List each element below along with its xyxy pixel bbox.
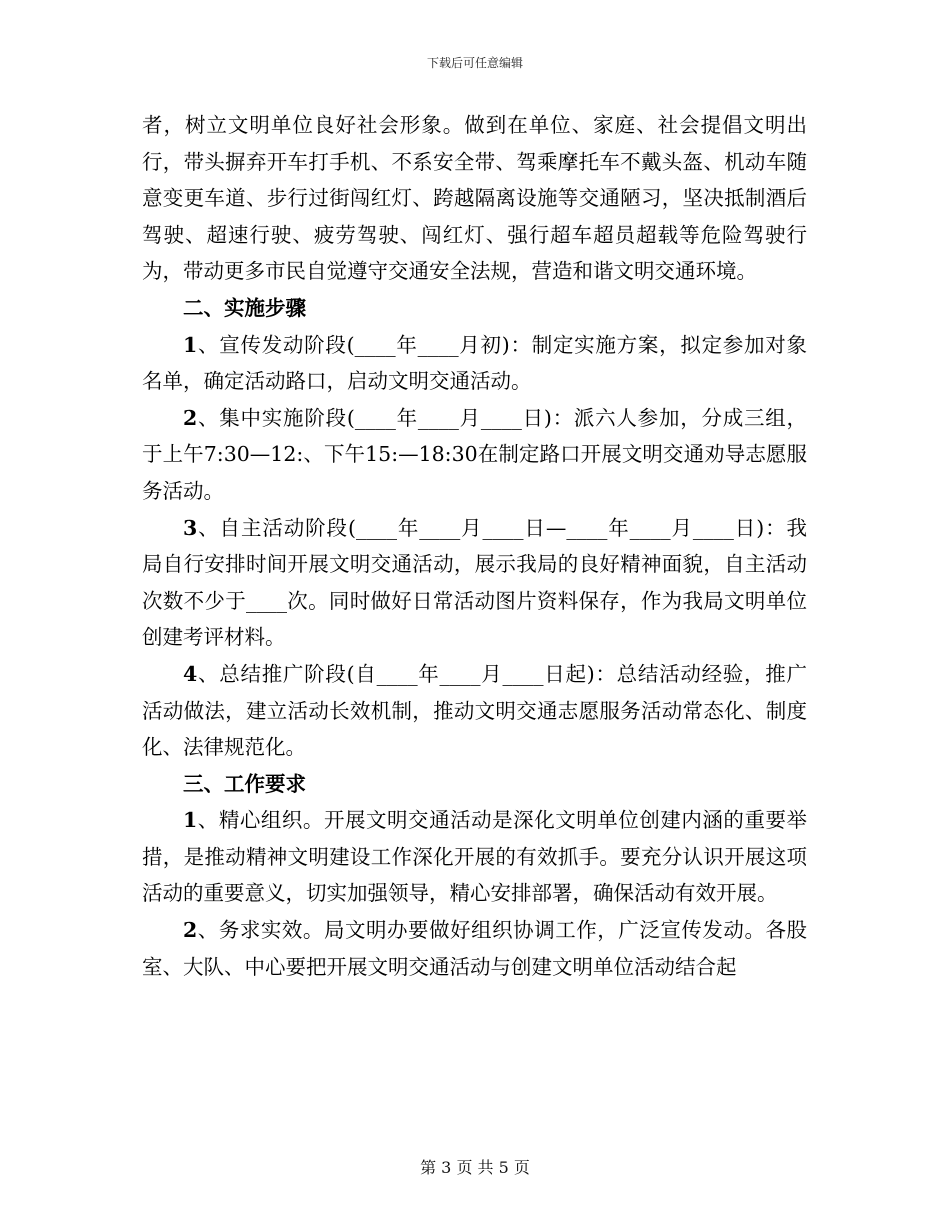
item-text: 、精心组织。开展文明交通活动是深化文明单位创建内涵的重要举措，是推动精神文明建设工作深化开展的有效抓手。要充分认识开展这项活动的重要意义，切实加强领导，精心安排部署，确保活动有效开展。 xyxy=(142,808,807,906)
heading-text: 三、工作要求 xyxy=(183,771,306,796)
page-header: 下载后可任意编辑 xyxy=(426,56,523,70)
item-text: 、宣传发动阶段(____年____月初)：制定实施方案，拟定参加对象名单，确定活动路口，启动文明交通活动。 xyxy=(142,332,807,394)
document-body xyxy=(142,107,807,985)
paragraph-text: 者，树立文明单位良好社会形象。做到在单位、家庭、社会提倡文明出行，带头摒弃开车打手机、不系安全带、驾乘摩托车不戴头盔、机动车随意变更车道、步行过街闯红灯、跨越隔离设施等交通陋习，坚决抵制酒后驾驶、超速行驶、疲劳驾驶、闯红灯、强行超车超员超载等危险驾驶行为，带动更多市民自觉遵守交通安全法规，营造和谐文明交通环境。 xyxy=(142,113,807,284)
item-text: 、集中实施阶段(____年____月____日)：派六人参加，分成三组，于上午7:30—12:、下午15:—18:30在制定路口开展文明交通劝导志愿服务活动。 xyxy=(142,405,807,503)
item-number: 1 xyxy=(183,332,198,357)
item-number: 3 xyxy=(183,515,198,540)
requirement-item-1 xyxy=(142,802,807,912)
item-number: 2 xyxy=(183,918,198,943)
step-item-1 xyxy=(142,327,807,400)
paragraph-continuation xyxy=(142,107,807,290)
step-item-2 xyxy=(142,400,807,510)
item-text: 、总结推广阶段(自____年____月____日起)：总结活动经验，推广活动做法，建立活动长效机制，推动文明交通志愿服务活动常态化、制度化、法律规范化。 xyxy=(142,661,807,760)
section-heading-requirements xyxy=(142,766,807,803)
step-item-3 xyxy=(142,510,807,656)
step-item-4 xyxy=(142,656,807,766)
item-text: 、务求实效。局文明办要做好组织协调工作，广泛宣传发动。各股室、大队、中心要把开展文明交通活动与创建文明单位活动结合起 xyxy=(142,918,807,979)
requirement-item-2 xyxy=(142,912,807,985)
item-number: 4 xyxy=(183,661,198,686)
section-heading-steps xyxy=(142,290,807,327)
item-text: 、自主活动阶段(____年____月____日—____年____月____日)：我局自行安排时间开展文明交通活动，展示我局的良好精神面貌，自主活动次数不少于____次。同时做好日常活动图片资料保存，作为我局文明单位创建考评材料。 xyxy=(142,515,807,650)
item-number: 1 xyxy=(183,808,198,833)
heading-text: 二、实施步骤 xyxy=(183,295,306,320)
item-number: 2 xyxy=(183,405,198,430)
page-footer: 第 3 页 共 5 页 xyxy=(420,1158,530,1177)
